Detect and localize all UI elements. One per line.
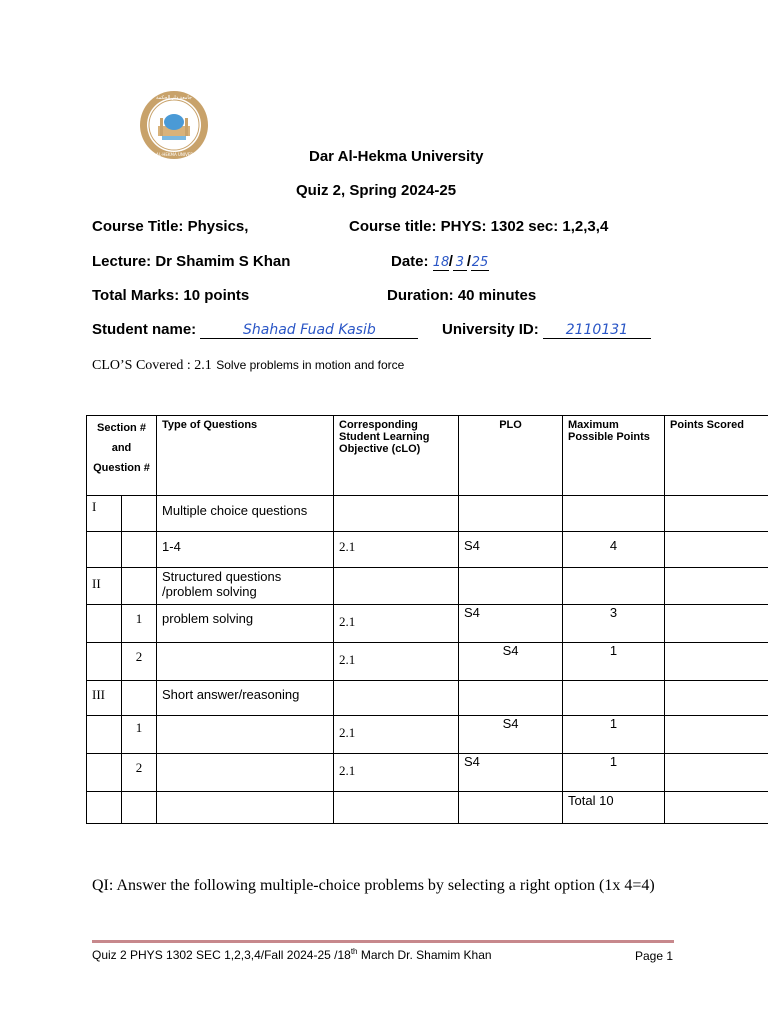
- university-name: Dar Al-Hekma University: [309, 148, 484, 165]
- table-row: [87, 643, 768, 681]
- footer-superscript: th: [350, 947, 358, 956]
- cell-clo: [334, 681, 459, 716]
- cell-scored[interactable]: [665, 754, 768, 792]
- cell-plo: S4: [459, 716, 563, 754]
- header-max: Maximum Possible Points: [563, 416, 665, 496]
- cell-max: 1: [563, 754, 665, 792]
- table-row: [87, 532, 768, 568]
- header-clo: Corresponding Student Learning Objective (cLO): [334, 416, 459, 496]
- cell-question: 2: [122, 643, 157, 681]
- logo-arabic-text: جامعة دار الحكمة: [155, 95, 193, 101]
- cell-scored[interactable]: [665, 792, 768, 824]
- table-row: [87, 716, 768, 754]
- table-row: [87, 605, 768, 643]
- header-scored: Points Scored: [665, 416, 768, 496]
- cell-type: [157, 643, 334, 681]
- footer-text: [92, 947, 492, 962]
- clo-prefix: CLO’S Covered : 2.1: [92, 358, 212, 373]
- clo-covered: [92, 356, 404, 374]
- cell-plo: [459, 681, 563, 716]
- cell-question: 2: [122, 754, 157, 792]
- date-year: 25: [471, 255, 489, 270]
- cell-max: 1: [563, 716, 665, 754]
- course-code: Course title: PHYS: 1302 sec: 1,2,3,4: [349, 218, 609, 235]
- logo-english-text: DAR AL-HEKMA UNIVERSITY: [146, 152, 202, 157]
- cell-max: 3: [563, 605, 665, 643]
- cell-clo: 2.1: [334, 754, 459, 792]
- cell-scored[interactable]: [665, 532, 768, 568]
- cell-plo: S4: [459, 754, 563, 792]
- university-id-label: University ID:: [442, 321, 539, 338]
- cell-clo: [334, 496, 459, 532]
- cell-plo: [459, 568, 563, 605]
- cell-clo: [334, 792, 459, 824]
- cell-question: [122, 792, 157, 824]
- university-id-field[interactable]: [442, 321, 651, 339]
- cell-max: 4: [563, 532, 665, 568]
- cell-type: problem solving: [157, 605, 334, 643]
- cell-section: II: [87, 568, 122, 605]
- date-separator-2: /: [466, 253, 472, 270]
- cell-type: 1-4: [157, 532, 334, 568]
- cell-max: 1: [563, 643, 665, 681]
- table-row: [87, 681, 768, 716]
- cell-type: [157, 792, 334, 824]
- table-header-row: [87, 416, 768, 496]
- cell-section: [87, 532, 122, 568]
- cell-question: [122, 496, 157, 532]
- cell-type: [157, 754, 334, 792]
- cell-clo: 2.1: [334, 643, 459, 681]
- cell-plo: S4: [459, 643, 563, 681]
- page-number: Page 1: [635, 949, 674, 963]
- cell-section: [87, 754, 122, 792]
- marks-table: [86, 415, 768, 824]
- cell-question: [122, 681, 157, 716]
- date-day: 18: [432, 255, 450, 270]
- cell-max: [563, 681, 665, 716]
- course-title: Course Title: Physics,: [92, 218, 249, 235]
- footer-text-b: March Dr. Shamim Khan: [357, 948, 492, 962]
- cell-clo: [334, 568, 459, 605]
- cell-max: [563, 496, 665, 532]
- cell-clo: 2.1: [334, 532, 459, 568]
- cell-clo: 2.1: [334, 716, 459, 754]
- cell-section: I: [87, 496, 122, 532]
- student-name-value: Shahad Fuad Kasib: [200, 322, 418, 339]
- cell-type: [157, 716, 334, 754]
- header-type: Type of Questions: [157, 416, 334, 496]
- cell-plo: [459, 496, 563, 532]
- cell-scored[interactable]: [665, 568, 768, 605]
- university-logo: [138, 88, 222, 162]
- cell-question: 1: [122, 716, 157, 754]
- footer-text-a: Quiz 2 PHYS 1302 SEC 1,2,3,4/Fall 2024-25 /18: [92, 948, 351, 962]
- date-separator-1: /: [448, 253, 453, 270]
- cell-max: [563, 568, 665, 605]
- cell-type: Multiple choice questions: [157, 496, 334, 532]
- cell-scored[interactable]: [665, 716, 768, 754]
- cell-question: [122, 532, 157, 568]
- quiz-title: Quiz 2, Spring 2024-25: [296, 182, 457, 199]
- question-1-prompt: QI: Answer the following multiple-choice problems by selecting a right option (1x 4=4): [92, 877, 655, 894]
- university-id-value: 2110131: [543, 322, 651, 339]
- cell-type: Structured questions /problem solving: [157, 568, 334, 605]
- cell-scored[interactable]: [665, 681, 768, 716]
- lecturer: Lecture: Dr Shamim S Khan: [92, 253, 291, 270]
- student-name-field[interactable]: [92, 321, 418, 339]
- date-label: Date:: [391, 253, 429, 270]
- duration: Duration: 40 minutes: [387, 287, 537, 304]
- total-marks: Total Marks: 10 points: [92, 287, 250, 304]
- table-row: [87, 792, 768, 824]
- student-name-label: Student name:: [92, 321, 197, 338]
- cell-total: Total 10: [563, 792, 665, 824]
- table-row: [87, 754, 768, 792]
- clo-text: Solve problems in motion and force: [216, 358, 405, 372]
- cell-plo: S4: [459, 605, 563, 643]
- header-plo: PLO: [459, 416, 563, 496]
- cell-section: [87, 792, 122, 824]
- cell-plo: S4: [459, 532, 563, 568]
- cell-scored[interactable]: [665, 643, 768, 681]
- table-row: [87, 496, 768, 532]
- cell-section: [87, 643, 122, 681]
- cell-section: III: [87, 681, 122, 716]
- cell-scored[interactable]: [665, 496, 768, 532]
- cell-section: [87, 605, 122, 643]
- cell-clo: 2.1: [334, 605, 459, 643]
- date-field[interactable]: [391, 253, 489, 271]
- cell-plo: [459, 792, 563, 824]
- footer-divider: [92, 940, 674, 943]
- header-section: Section # and Question #: [87, 416, 157, 496]
- cell-question: 1: [122, 605, 157, 643]
- cell-question: [122, 568, 157, 605]
- cell-section: [87, 716, 122, 754]
- cell-scored[interactable]: [665, 605, 768, 643]
- date-month: 3: [453, 255, 467, 271]
- table-row: [87, 568, 768, 605]
- cell-type: Short answer/reasoning: [157, 681, 334, 716]
